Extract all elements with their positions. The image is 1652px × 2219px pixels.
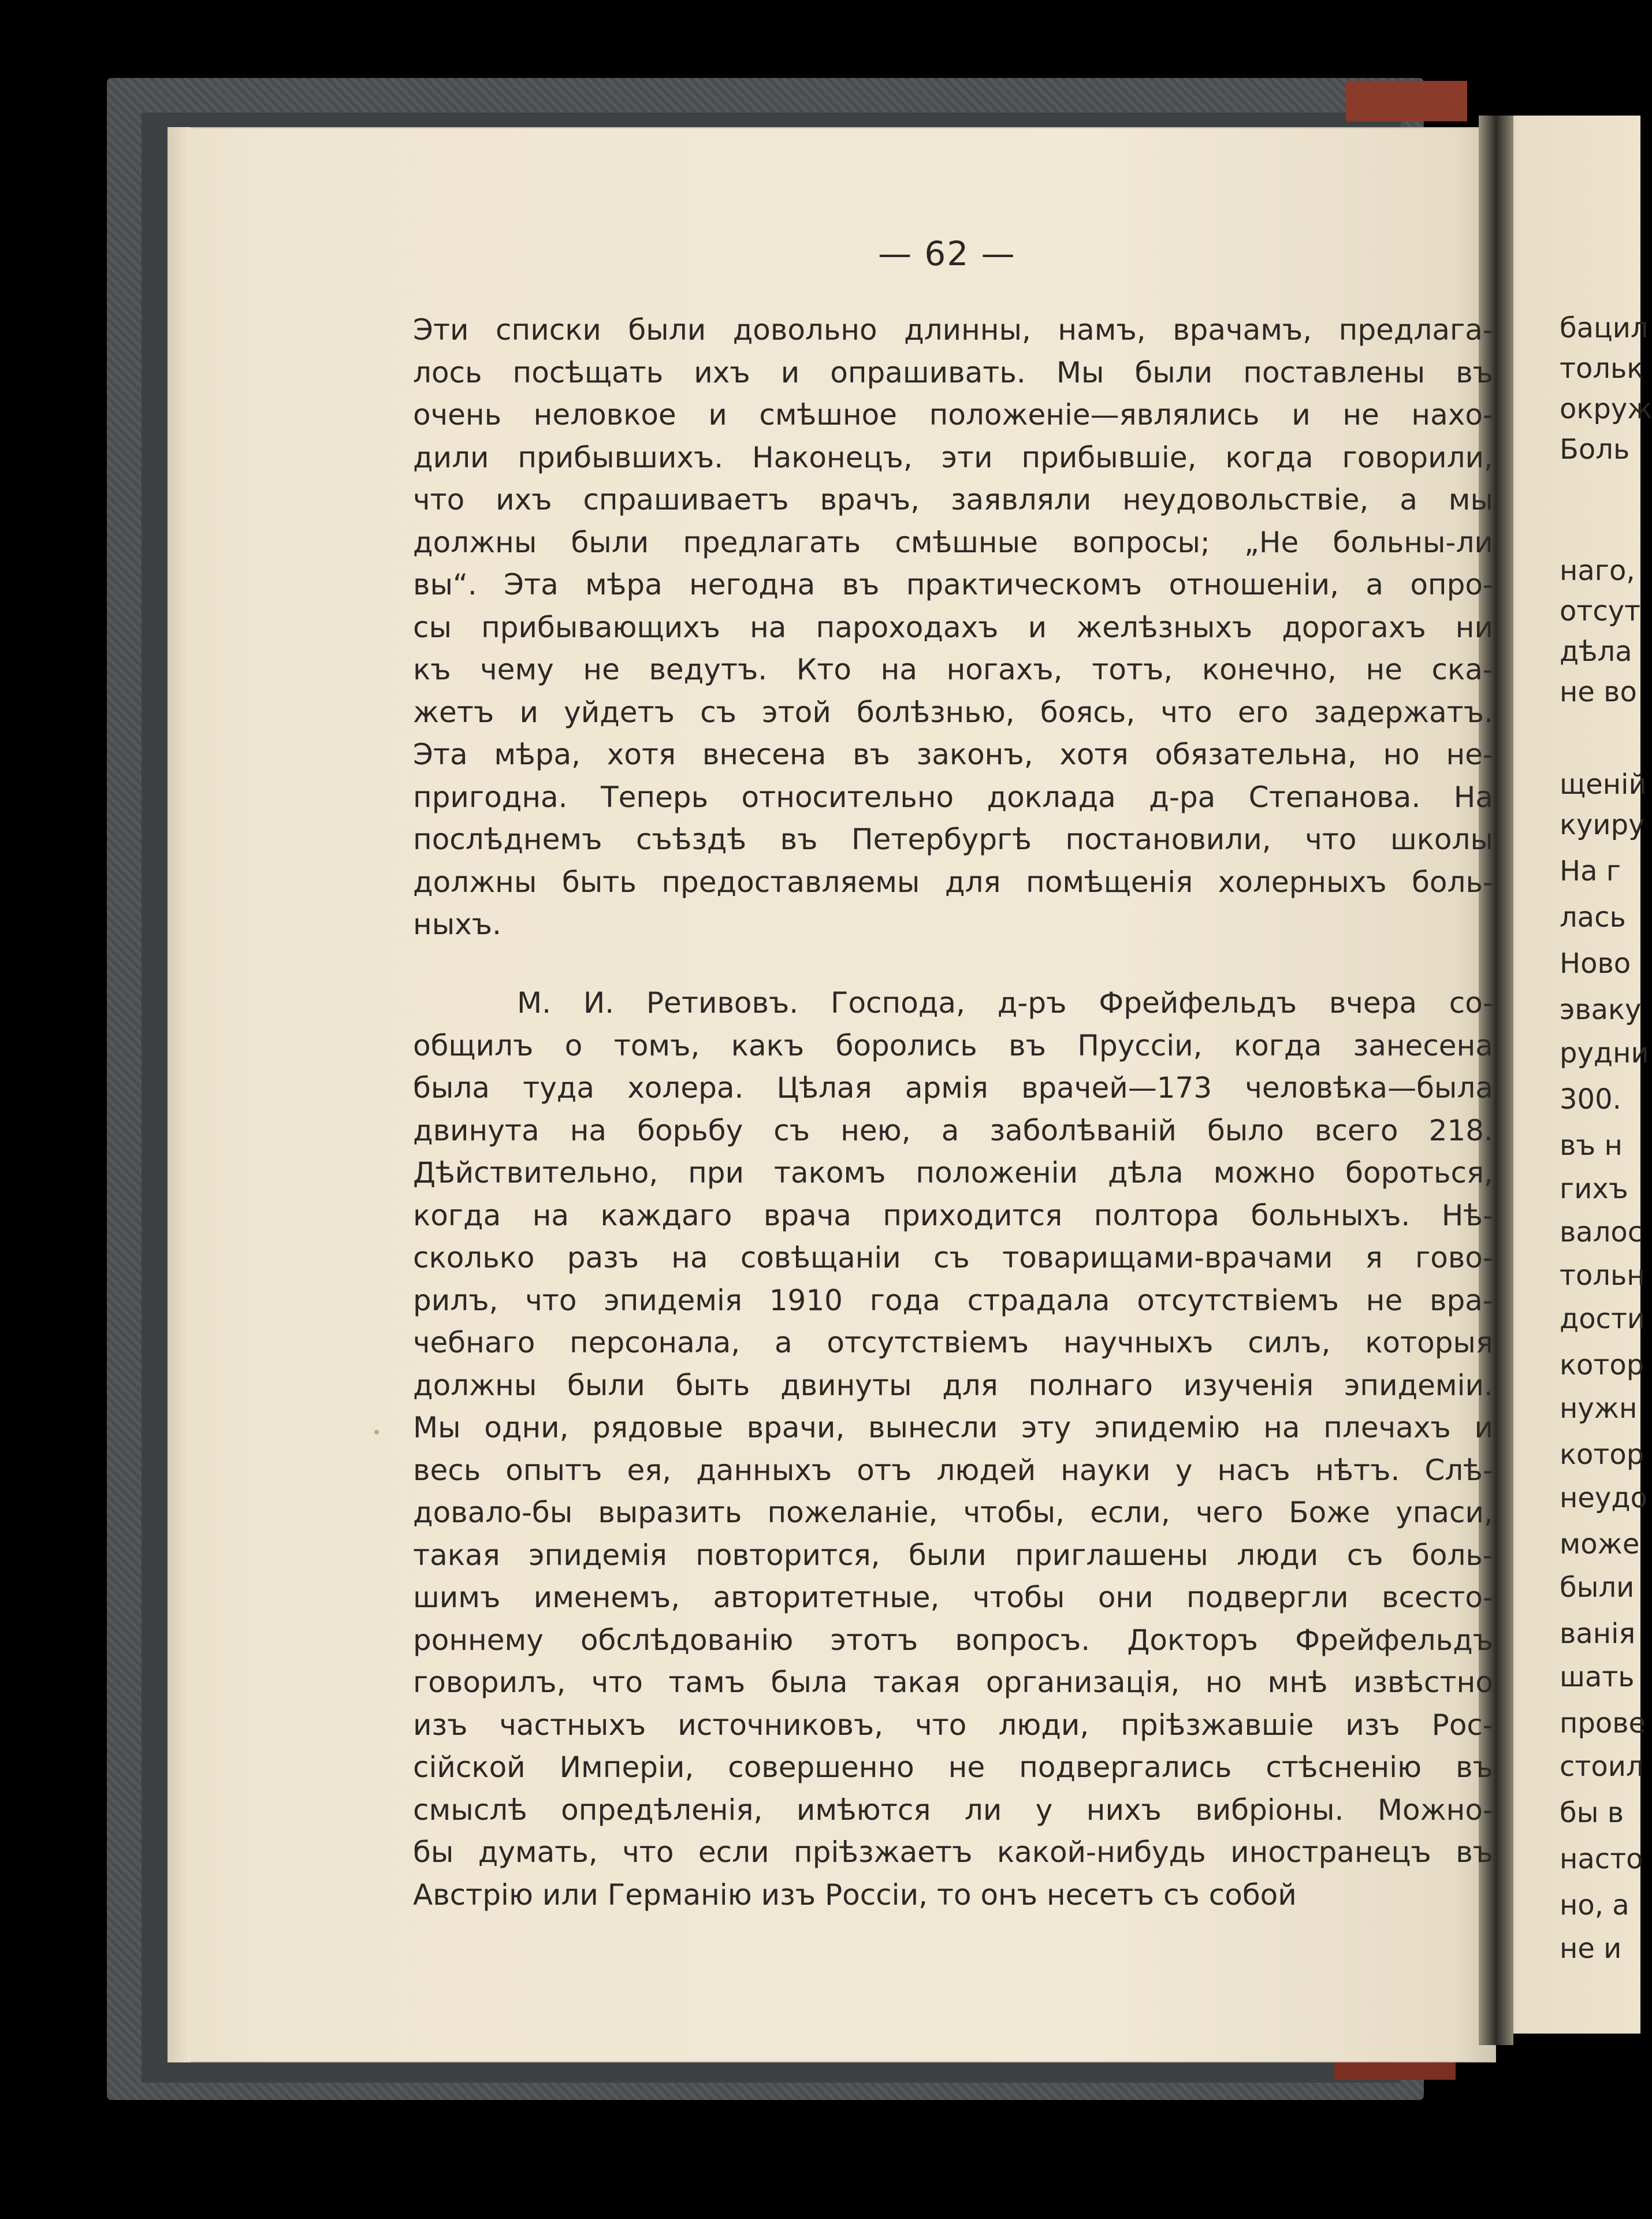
text-line: говорилъ, что тамъ была такая организація, но мнѣ извѣстно [413, 1666, 1493, 1699]
right-page-line: ванія [1560, 1618, 1636, 1650]
right-page-line: бы в [1560, 1797, 1624, 1829]
text-line: дили прибывшихъ. Наконецъ, эти прибывшіе, когда говорили, [413, 440, 1493, 474]
text-line: Австрію или Германію изъ Россіи, то онъ несетъ съ собой [413, 1878, 1297, 1912]
text-line: бы думать, что если пріѣзжаетъ какой-нибудь иностранецъ въ [413, 1835, 1493, 1869]
right-page-line: въ н [1560, 1129, 1623, 1162]
right-page-line: може [1560, 1528, 1640, 1560]
text-line: общилъ о томъ, какъ боролись въ Пруссіи, когда занесена [413, 1028, 1493, 1062]
text-line: рилъ, что эпидемія 1910 года страдала отсутствіемъ не вра- [413, 1283, 1493, 1317]
paragraph-1 [413, 309, 1493, 946]
text-line: очень неловкое и смѣшное положеніе—являлись и не нахо- [413, 398, 1493, 432]
cover-corner-top [1346, 81, 1467, 121]
text-line: къ чему не ведутъ. Кто на ногахъ, тотъ, конечно, не ска- [413, 653, 1493, 686]
text-line: Эти списки были довольно длинны, намъ, врачамъ, предлага- [413, 313, 1493, 347]
right-page-line: эваку [1560, 994, 1642, 1026]
paragraph-2 [413, 982, 1493, 1916]
text-line: роннему обслѣдованію этотъ вопросъ. Докторъ Фрейфельдъ [413, 1623, 1493, 1657]
text-line: должны были быть двинуты для полнаго изученія эпидеміи. [413, 1368, 1493, 1402]
text-line: была туда холера. Цѣлая армія врачей—173 человѣка—была [413, 1071, 1493, 1105]
right-page-line: Ново [1560, 947, 1631, 980]
right-page-line: рудни [1560, 1037, 1649, 1069]
text-line: такая эпидемія повторится, были приглашены люди съ боль- [413, 1538, 1493, 1572]
right-page-line: дѣла [1560, 635, 1632, 668]
text-line: изъ частныхъ источниковъ, что люди, пріѣзжавшіе изъ Рос- [413, 1708, 1493, 1742]
right-page-line: не во [1560, 676, 1637, 708]
text-line: когда на каждаго врача приходится полтора больныхъ. Нѣ- [413, 1198, 1493, 1232]
right-page-line: не и [1560, 1932, 1622, 1965]
text-line: смыслѣ опредѣленія, имѣются ли у нихъ вибріоны. Можно- [413, 1793, 1493, 1827]
text-line: чебнаго персонала, а отсутствіемъ научныхъ силъ, которыя [413, 1326, 1493, 1359]
right-page-line: котор [1560, 1439, 1644, 1471]
text-line: вы“. Эта мѣра негодна въ практическомъ отношеніи, а опро- [413, 568, 1493, 601]
text-line: сколько разъ на совѣщаніи съ товарищами-врачами я гово- [413, 1241, 1493, 1274]
right-page-line: тольк [1560, 352, 1644, 385]
text-line: что ихъ спрашиваетъ врачъ, заявляли неудовольствіе, а мы [413, 483, 1493, 516]
text-line: ныхъ. [413, 908, 501, 941]
right-page-line: щеній [1560, 768, 1647, 801]
right-page-line: прове [1560, 1707, 1646, 1739]
text-line: лось посѣщать ихъ и опрашивать. Мы были поставлены въ [413, 355, 1493, 389]
text-line: сійской Имперіи, совершенно не подвергались стѣсненію въ [413, 1750, 1493, 1784]
right-page-line: шать [1560, 1661, 1635, 1693]
text-line: пригодна. Теперь относительно доклада д-ра Степанова. На [413, 780, 1493, 814]
text-line: жетъ и уйдетъ съ этой болѣзнью, боясь, что его задержатъ. [413, 695, 1493, 729]
right-page-line: куиру [1560, 809, 1645, 841]
text-line: М. И. Ретивовъ. Господа, д-ръ Фрейфельдъ вчера со- [517, 986, 1493, 1020]
text-line: послѣднемъ съѣздѣ въ Петербургѣ постановили, что школы [413, 823, 1493, 856]
right-page-line: На г [1560, 855, 1621, 887]
paper-speck [374, 1430, 379, 1434]
right-page-line: но, а [1560, 1889, 1629, 1921]
text-line: Дѣйствительно, при такомъ положеніи дѣла можно бороться, [413, 1156, 1493, 1190]
right-page-line: валос [1560, 1216, 1643, 1248]
page-number: — 62 — [878, 234, 1016, 273]
page-edge [168, 127, 191, 2062]
right-page-line: стоил [1560, 1750, 1644, 1783]
right-page-line: насто [1560, 1843, 1643, 1875]
right-page-line: неудо [1560, 1482, 1647, 1514]
text-line: Эта мѣра, хотя внесена въ законъ, хотя обязательна, но не- [413, 738, 1493, 771]
right-page-line: лась [1560, 901, 1626, 934]
right-page-line: окруж [1560, 393, 1652, 425]
text-line: Мы одни, рядовые врачи, вынесли эту эпидемію на плечахъ и [413, 1411, 1493, 1444]
right-page-line: отсут [1560, 595, 1641, 627]
right-page-line: дости [1560, 1303, 1646, 1335]
text-line: довало-бы выразить пожеланіе, чтобы, если, чего Боже упаси, [413, 1496, 1493, 1529]
right-page-line: гихъ [1560, 1173, 1628, 1205]
right-page-line: котор [1560, 1349, 1644, 1381]
text-line: двинута на борьбу съ нею, а заболѣваній было всего 218. [413, 1113, 1493, 1147]
text-line: сы прибывающихъ на пароходахъ и желѣзныхъ дорогахъ ни [413, 610, 1493, 644]
right-page-line: Боль [1560, 433, 1630, 466]
right-page-line: были [1560, 1571, 1635, 1604]
right-page-line: наго, [1560, 555, 1635, 587]
right-page-line: бацил [1560, 312, 1649, 344]
text-line: весь опытъ ея, данныхъ отъ людей науки у насъ нѣтъ. Слѣ- [413, 1453, 1493, 1487]
text-line: должны были предлагать смѣшные вопросы; „Не больны-ли [413, 525, 1493, 559]
right-page-line: 300. [1560, 1083, 1621, 1116]
text-line: шимъ именемъ, авторитетные, чтобы они подвергли всесто- [413, 1581, 1493, 1614]
text-line: должны быть предоставляемы для помѣщенія холерныхъ боль- [413, 865, 1493, 899]
right-page-line: тольн [1560, 1259, 1645, 1292]
right-page-line: нужн [1560, 1392, 1638, 1425]
